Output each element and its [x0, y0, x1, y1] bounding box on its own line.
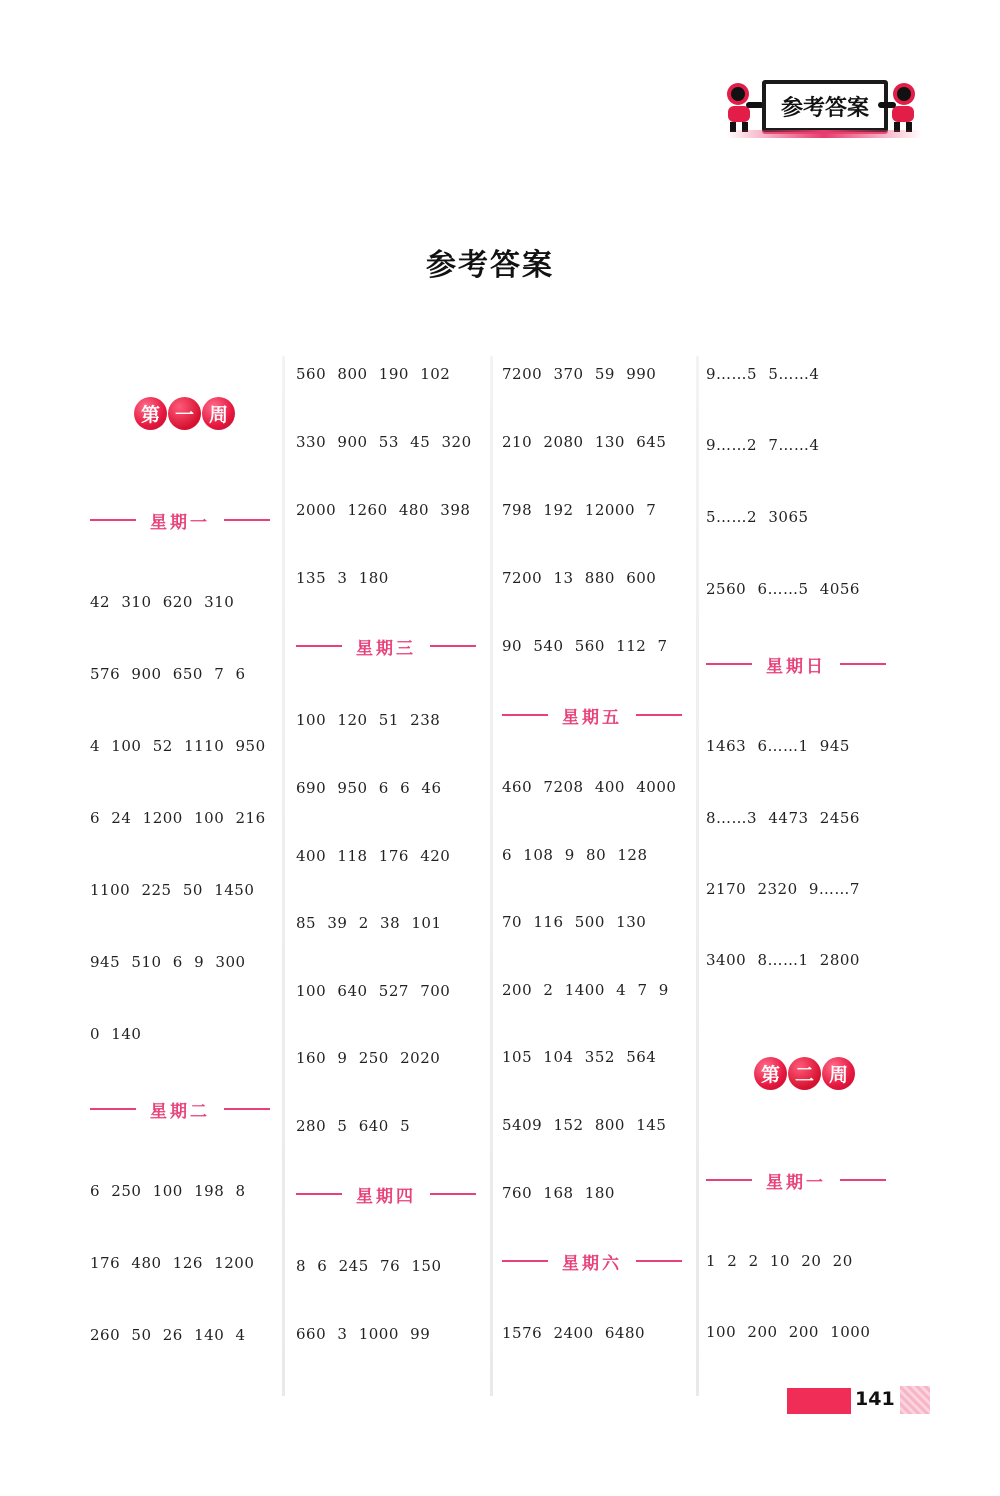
answer-line: 1100 225 50 1450	[90, 881, 255, 899]
day-label: 星期三	[356, 638, 416, 659]
week-char: 周	[822, 1057, 855, 1090]
answer-line: 7200 13 880 600	[502, 569, 657, 587]
page-title: 参考答案	[426, 248, 554, 283]
week-char: 第	[134, 397, 167, 430]
badge-base-glow	[726, 130, 922, 138]
answer-line: 210 2080 130 645	[502, 433, 667, 451]
day-label: 星期二	[150, 1101, 210, 1122]
day-label: 星期五	[562, 707, 622, 728]
heading-rule	[430, 1193, 476, 1195]
answer-line: 1576 2400 6480	[502, 1324, 646, 1342]
day-label: 星期四	[356, 1186, 416, 1207]
day-heading	[296, 1182, 486, 1206]
answer-line: 0 140	[90, 1025, 142, 1043]
answer-line: 2170 2320 9……7	[706, 880, 860, 898]
heading-rule	[296, 645, 342, 647]
answer-line: 6 24 1200 100 216	[90, 809, 266, 827]
answer-line: 400 118 176 420	[296, 847, 451, 865]
answer-line: 176 480 126 1200	[90, 1254, 255, 1272]
answer-line: 690 950 6 6 46	[296, 779, 442, 797]
heading-rule	[296, 1193, 342, 1195]
answer-line: 330 900 53 45 320	[296, 433, 472, 451]
heading-rule	[706, 1179, 752, 1181]
left-cartoon-figure-icon	[718, 78, 766, 134]
answer-line: 42 310 620 310	[90, 593, 235, 611]
answer-line: 260 50 26 140 4	[90, 1326, 246, 1344]
heading-rule	[224, 1108, 270, 1110]
day-label: 星期一	[150, 512, 210, 533]
week-header	[134, 396, 235, 430]
page-tab-decoration	[900, 1386, 930, 1414]
badge-label: 参考答案	[780, 95, 869, 121]
answer-line: 945 510 6 9 300	[90, 953, 246, 971]
day-heading	[706, 1168, 900, 1192]
answer-line: 2560 6……5 4056	[706, 580, 860, 598]
column-divider	[490, 356, 493, 1396]
day-label: 星期六	[562, 1253, 622, 1274]
header-badge	[718, 72, 924, 142]
answer-line: 6 250 100 198 8	[90, 1182, 246, 1200]
day-label: 星期一	[766, 1172, 826, 1193]
answer-line: 760 168 180	[502, 1184, 615, 1202]
day-heading	[90, 508, 280, 532]
answer-line: 2000 1260 480 398	[296, 501, 471, 519]
page-number-bar	[787, 1388, 851, 1414]
answer-line: 576 900 650 7 6	[90, 665, 246, 683]
column-divider	[282, 356, 285, 1396]
answer-line: 460 7208 400 4000	[502, 778, 677, 796]
day-heading	[706, 652, 900, 676]
answer-line: 100 200 200 1000	[706, 1323, 871, 1341]
answer-line: 1463 6……1 945	[706, 737, 850, 755]
answer-line: 280 5 640 5	[296, 1117, 411, 1135]
week-char: 第	[754, 1057, 787, 1090]
answer-line: 660 3 1000 99	[296, 1325, 431, 1343]
heading-rule	[502, 714, 548, 716]
heading-rule	[636, 1260, 682, 1262]
answer-line: 160 9 250 2020	[296, 1049, 441, 1067]
right-cartoon-figure-icon	[876, 78, 924, 134]
answer-line: 70 116 500 130	[502, 913, 647, 931]
answer-line: 200 2 1400 4 7 9	[502, 981, 669, 999]
day-label: 星期日	[766, 656, 826, 677]
heading-rule	[840, 663, 886, 665]
week-char: 二	[788, 1057, 821, 1090]
heading-rule	[430, 645, 476, 647]
heading-rule	[502, 1260, 548, 1262]
heading-rule	[840, 1179, 886, 1181]
answer-line: 7200 370 59 990	[502, 365, 657, 383]
answer-line: 85 39 2 38 101	[296, 914, 442, 932]
day-heading	[296, 634, 486, 658]
answer-line: 100 640 527 700	[296, 982, 451, 1000]
answer-line: 90 540 560 112 7	[502, 637, 668, 655]
heading-rule	[90, 519, 136, 521]
week-header	[754, 1056, 855, 1090]
answer-line: 560 800 190 102	[296, 365, 451, 383]
answer-line: 100 120 51 238	[296, 711, 441, 729]
heading-rule	[636, 714, 682, 716]
heading-rule	[706, 663, 752, 665]
answer-line: 3400 8……1 2800	[706, 951, 860, 969]
badge-board	[762, 80, 888, 132]
answer-line: 5……2 3065	[706, 508, 809, 526]
answer-line: 9……2 7……4	[706, 436, 820, 454]
heading-rule	[224, 519, 270, 521]
day-heading	[90, 1097, 280, 1121]
week-char: 一	[168, 397, 201, 430]
answer-line: 105 104 352 564	[502, 1048, 657, 1066]
answer-line: 798 192 12000 7	[502, 501, 657, 519]
answer-line: 4 100 52 1110 950	[90, 737, 266, 755]
answer-line: 5409 152 800 145	[502, 1116, 667, 1134]
answer-line: 135 3 180	[296, 569, 389, 587]
day-heading	[502, 1249, 692, 1273]
answer-line: 8 6 245 76 150	[296, 1257, 442, 1275]
week-char: 周	[202, 397, 235, 430]
answer-line: 1 2 2 10 20 20	[706, 1252, 853, 1270]
answer-line: 9……5 5……4	[706, 365, 820, 383]
answer-line: 8……3 4473 2456	[706, 809, 860, 827]
answer-line: 6 108 9 80 128	[502, 846, 648, 864]
heading-rule	[90, 1108, 136, 1110]
page-number: 141	[855, 1388, 895, 1410]
column-divider	[696, 356, 699, 1396]
day-heading	[502, 703, 692, 727]
